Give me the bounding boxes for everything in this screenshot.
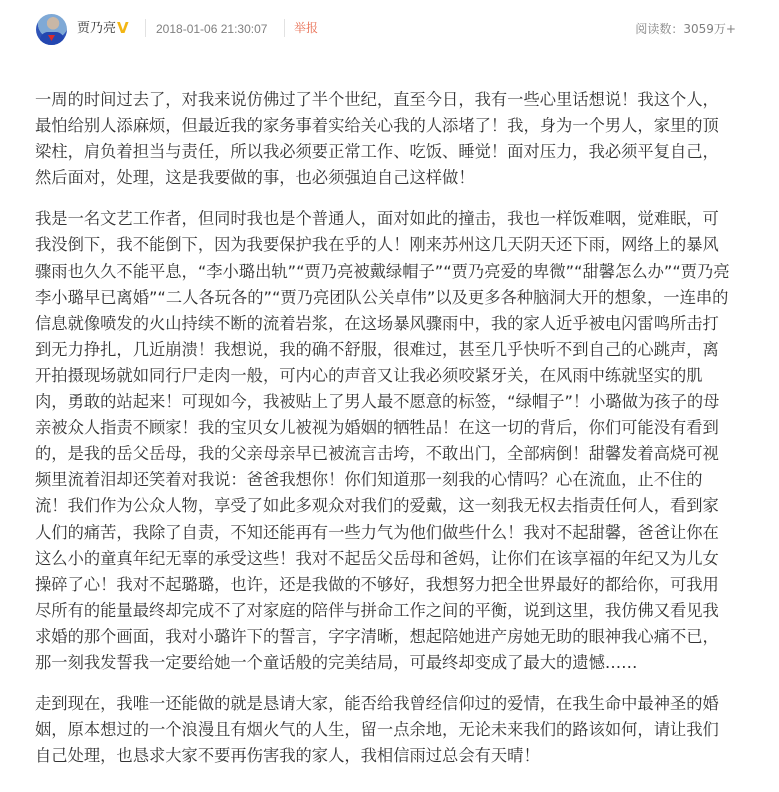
divider: [284, 19, 285, 37]
article-paragraph: 我是一名文艺工作者，但同时我也是个普通人，面对如此的撞击，我也一样饭难咽，觉难眠，可我没倒下，我不能倒下，因为我要保护我在乎的人！刚来苏州这几天阴天还下雨，网络上的暴风骤雨也久久不能平息，“李小璐出轨”“贾乃亮被戴绿帽子”“贾乃亮爱的卑微”“甜馨怎么办”“贾乃亮李小璐早已离婚”“二人各玩各的”“贾乃亮团队公关卓伟”以及更多各种脑洞大开的想象，一连串的信息就像喷发的火山持续不断的流着岩浆，在这场暴风骤雨中，我的家人近乎被电闪雷鸣所击打到无力挣扎，几近崩溃！我想说，我的确不舒服，很难过，甚至几乎快听不到自己的心跳声，离开拍摄现场就如同行尸走肉一般，可内心的声音又让我必须咬紧牙关，在风雨中练就坚实的肌肉，勇敢的站起来！可现如今，我被贴上了男人最不愿意的标签，“绿帽子”！小璐做为孩子的母亲被众人指责不顾家！我的宝贝女儿被视为婚姻的牺牲品！在这一切的背后，你们可能没有看到的，是我的岳父岳母，我的父亲母亲早已被流言击垮，不敢出门，全部病倒！甜馨发着高烧可视频里流着泪却还笑着对我说：爸爸我想你！你们知道那一刻我的心情吗？心在流血，止不住的流！我们作为公众人物，享受了如此多观众对我们的爱戴，这一刻我无权去指责任何人，看到家人们的痛苦，我除了自责，不知还能再有一些力气为他们做些什么！我对不起甜馨，爸爸让你在这么小的童真年纪无辜的承受这些！我对不起岳父岳母和爸妈，让你们在该享福的年纪又为儿女操碎了心！我对不起璐璐，也许，还是我做的不够好，我想努力把全世界最好的都给你，可我用尽所有的能量最终却完成不了对家庭的陪伴与拼命工作之间的平衡，说到这里，我仿佛又看见我求婚的那个画面，我对小璐许下的誓言，字字清晰，想起陪她进产房她无助的眼神我心痛不已，那一刻我发誓我一定要给她一个童话般的完美结局，可最终却变成了最大的遗憾……: [35, 209, 730, 672]
read-count: 阅读数：3059万+: [635, 22, 736, 36]
username-link[interactable]: 贾乃亮: [77, 21, 117, 36]
post-timestamp[interactable]: 2018-01-06 21:30:07: [156, 22, 268, 36]
verified-badge-icon: V: [117, 19, 129, 37]
article-paragraph: 走到现在，我唯一还能做的就是恳请大家，能否给我曾经信仰过的爱情，在我生命中最神圣的婚姻，原本想过的一个浪漫且有烟火气的人生，留一点余地，无论未来我们的路该如何，请让我们自己处理，也恳求大家不要再伤害我的家人，我相信雨过总会有天晴！: [35, 694, 719, 766]
avatar[interactable]: [36, 14, 67, 45]
article-body: [35, 87, 731, 784]
divider: [145, 19, 146, 37]
post-header: [0, 0, 779, 60]
report-link[interactable]: 举报: [294, 21, 319, 35]
article-paragraph: 一周的时间过去了，对我来说仿佛过了半个世纪，直至今日，我有一些心里话想说！我这个人，最怕给别人添麻烦，但最近我的家务事着实给关心我的人添堵了！我，身为一个男人，家里的顶梁柱，肩负着担当与责任，所以我必须要正常工作、吃饭、睡觉！面对压力，我必须平复自己，然后面对，处理，这是我要做的事，也必须强迫自己这样做！: [35, 90, 719, 188]
